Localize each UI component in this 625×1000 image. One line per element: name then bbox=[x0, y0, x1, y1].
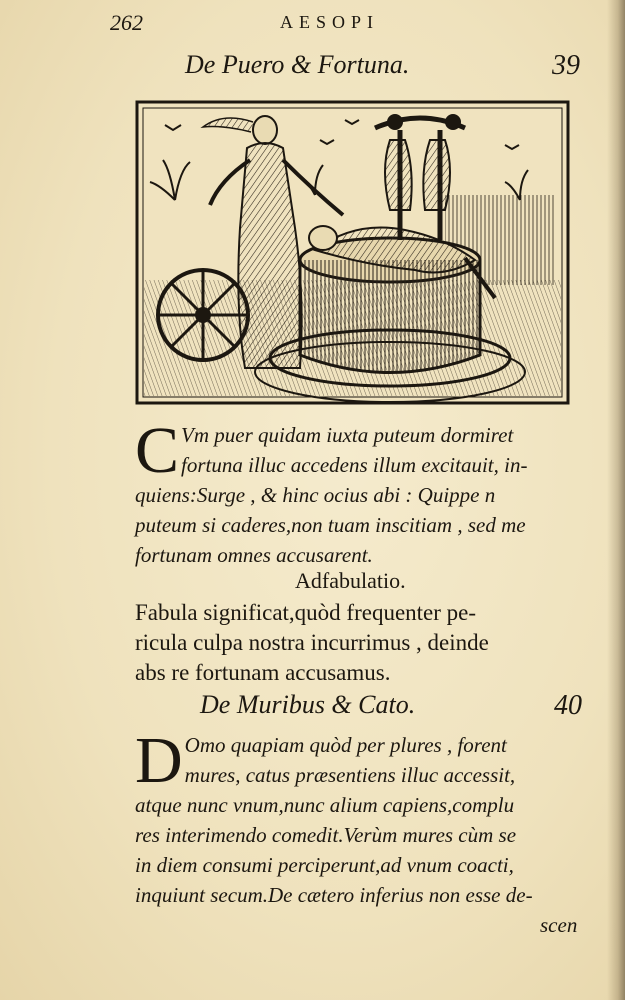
text-line: quiens:Surge , & hinc ocius abi : Quippe n bbox=[135, 483, 496, 507]
fable-title: De Puero & Fortuna. bbox=[185, 50, 410, 79]
moral-text bbox=[135, 598, 585, 688]
text-line: Fabula significat,quòd frequenter pe- bbox=[135, 600, 477, 625]
page-number: 262 bbox=[110, 10, 143, 35]
text-line: ricula culpa nostra incurrimus , deinde bbox=[135, 630, 489, 655]
fable-title: De Muribus & Cato. bbox=[200, 690, 416, 719]
moral-heading: Adfabulatio. bbox=[295, 568, 406, 593]
woodcut-boy-fortune-well bbox=[135, 100, 570, 405]
page-gutter-shadow bbox=[607, 0, 625, 1000]
text-line: in diem consumi perciperunt,ad vnum coacti, bbox=[135, 853, 514, 877]
text-line: inquiunt secum.De cætero inferius non esse de- bbox=[135, 883, 533, 907]
text-line: res interimendo comedit.Verùm mures cùm se bbox=[135, 823, 517, 847]
fable-two-text bbox=[135, 724, 585, 937]
text-line: Vm puer quidam iuxta puteum dormiret bbox=[181, 423, 514, 447]
text-line: mures, catus præsentiens illuc accessit, bbox=[184, 763, 516, 787]
woodcut-illustration bbox=[135, 100, 570, 405]
text-line: fortuna illuc accedens illum excitauit, in- bbox=[181, 453, 528, 477]
fable-heading-39 bbox=[185, 50, 580, 86]
text-line: atque nunc vnum,nunc alium capiens,complu bbox=[135, 793, 515, 817]
running-title: AESOPI bbox=[280, 12, 380, 32]
text-line: Omo quapiam quòd per plures , forent bbox=[184, 733, 507, 757]
running-head bbox=[110, 10, 530, 36]
text-line: fortunam omnes accusarent. bbox=[135, 543, 373, 567]
fable-one-text bbox=[135, 414, 585, 585]
fable-number: 40 bbox=[554, 690, 582, 721]
text-line: puteum si caderes,non tuam inscitiam , sed me bbox=[135, 513, 526, 537]
drop-cap-c: C bbox=[135, 414, 180, 487]
fable-heading-40 bbox=[200, 690, 582, 726]
drop-cap-d: D bbox=[135, 724, 183, 797]
text-line: scen bbox=[540, 913, 578, 937]
fable-number: 39 bbox=[552, 50, 580, 81]
text-line: abs re fortunam accusamus. bbox=[135, 660, 391, 685]
